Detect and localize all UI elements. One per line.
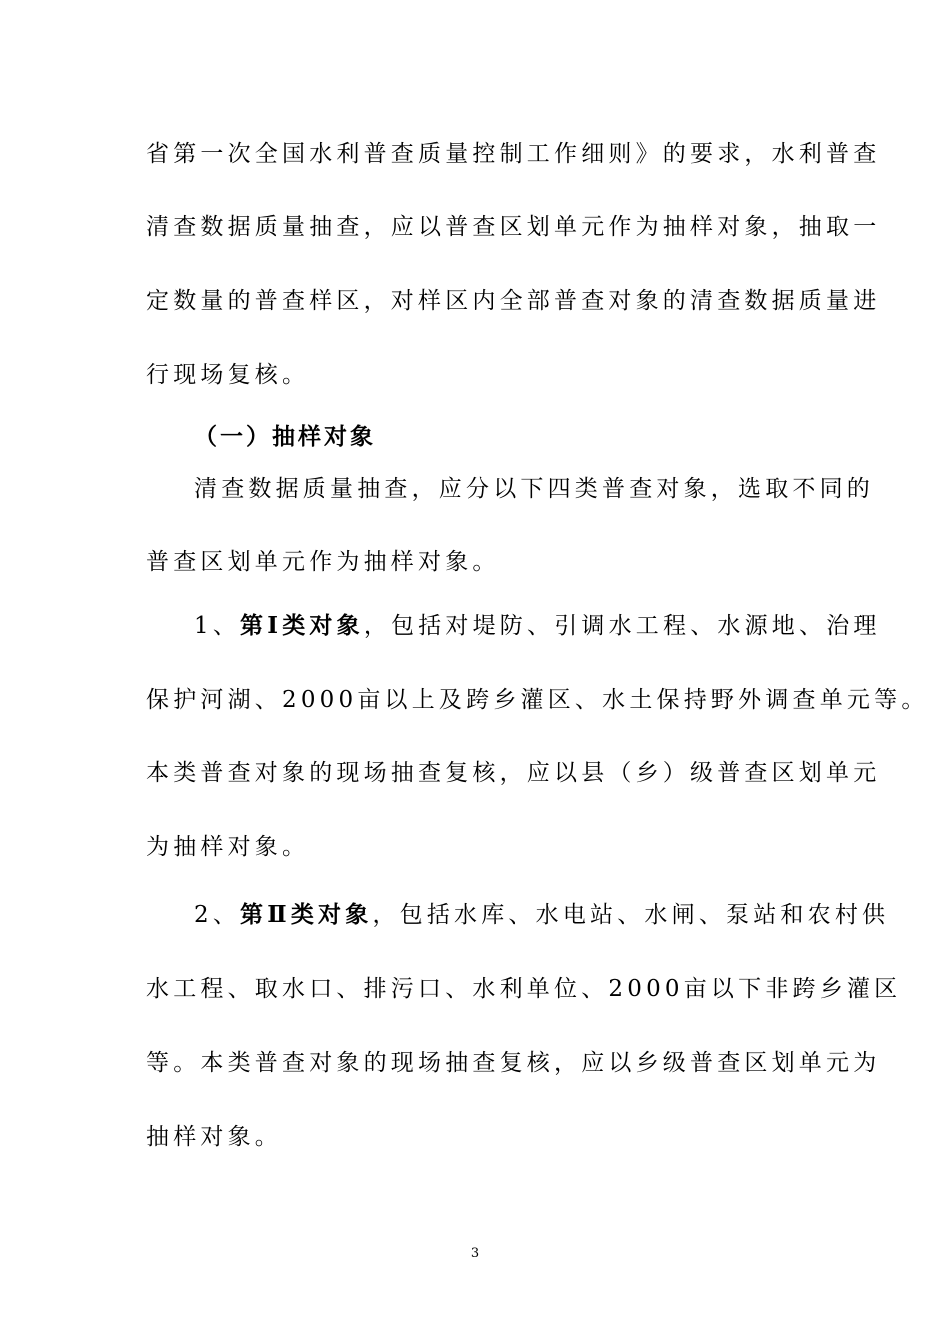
- list-item-first-line: [194, 900, 894, 930]
- section-heading: （一）抽样对象: [194, 423, 376, 450]
- list-item-number: 2、: [194, 902, 241, 928]
- body-text-line: 保护河湖、2000亩以上及跨乡灌区、水土保持野外调查单元等。: [146, 687, 929, 713]
- body-text-line: 等。本类普查对象的现场抽查复核，应以乡级普查区划单元为: [146, 1050, 881, 1076]
- list-item-text: ，包括对堤防、引调水工程、水源地、治理: [363, 613, 881, 639]
- body-text-line: 为抽样对象。: [146, 834, 310, 860]
- body-text-line: 抽样对象。: [146, 1124, 282, 1150]
- list-item-number: 1、: [194, 613, 241, 639]
- body-text-line: 水工程、取水口、排污口、水利单位、2000亩以下非跨乡灌区: [146, 976, 902, 1002]
- list-item-text: ，包括水库、水电站、水闸、泵站和农村供: [372, 902, 890, 928]
- body-text-line: 普查区划单元作为抽样对象。: [146, 549, 500, 575]
- page-number: 3: [470, 1246, 480, 1261]
- body-text-line: 清查数据质量抽查，应分以下四类普查对象，选取不同的: [194, 476, 874, 502]
- body-text-line: 本类普查对象的现场抽查复核，应以县（乡）级普查区划单元: [146, 760, 881, 786]
- body-text-line: 省第一次全国水利普查质量控制工作细则》的要求，水利普查: [146, 141, 881, 167]
- body-text-line: 定数量的普查样区，对样区内全部普查对象的清查数据质量进: [146, 288, 881, 314]
- list-item-term: 第Ⅰ类对象: [240, 612, 364, 639]
- list-item-term: 第Ⅱ类对象: [240, 901, 373, 928]
- body-text-line: 清查数据质量抽查，应以普查区划单元作为抽样对象，抽取一: [146, 214, 881, 240]
- body-text-line: 行现场复核。: [146, 362, 310, 388]
- list-item-first-line: [194, 611, 894, 641]
